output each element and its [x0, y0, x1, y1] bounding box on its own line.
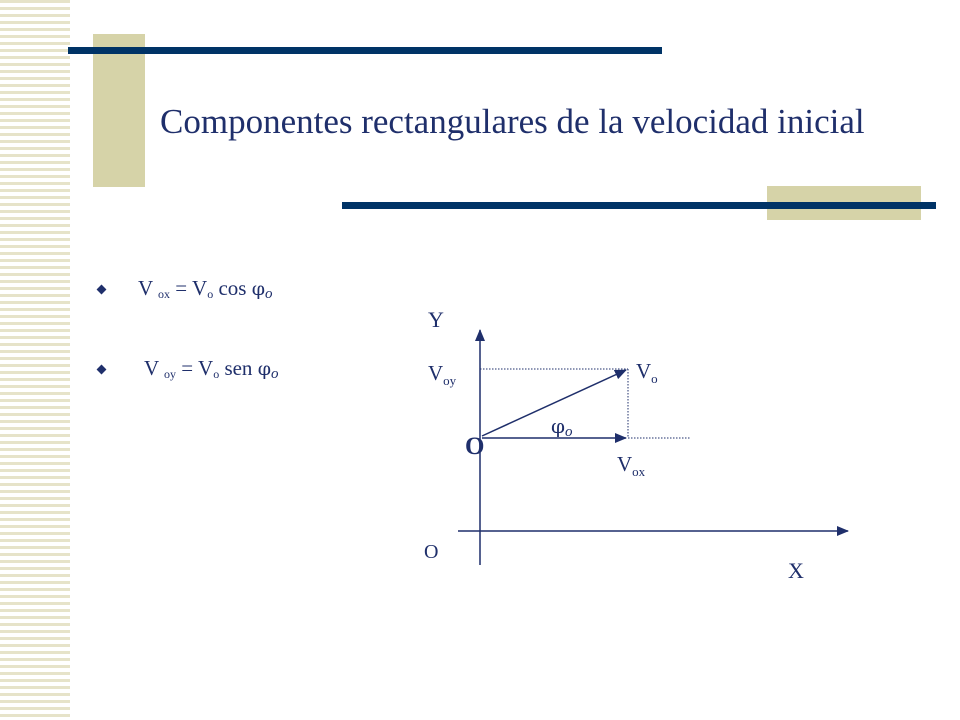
- angle-sub: o: [265, 286, 273, 302]
- lhs-sub: ox: [158, 287, 171, 301]
- equals-sign: =: [175, 276, 188, 300]
- vox-label: [617, 452, 646, 479]
- vox-label-base: V: [617, 452, 633, 476]
- angle-sub: o: [271, 366, 279, 382]
- lhs-base: V: [144, 356, 159, 380]
- voy-label-base: V: [428, 361, 444, 385]
- voy-label-sub: oy: [443, 373, 457, 388]
- vo-label: [636, 359, 658, 386]
- angle-symbol: φ: [251, 278, 265, 300]
- rhs-sub: o: [207, 287, 214, 301]
- vo-label-base: V: [636, 359, 652, 383]
- point-label: O: [465, 433, 485, 460]
- rhs-base: V: [192, 276, 208, 300]
- function-name: sen: [224, 356, 253, 380]
- equals-sign: =: [181, 356, 194, 380]
- vo-label-sub: o: [651, 371, 658, 386]
- angle-symbol: φ: [551, 414, 566, 438]
- vox-label-sub: ox: [632, 464, 646, 479]
- voy-label: [428, 361, 457, 388]
- origin-label: O: [424, 541, 439, 563]
- function-name: cos: [218, 276, 247, 300]
- slide-title: Componentes rectangulares de la velocidad inicial: [160, 102, 865, 141]
- angle-label: [551, 414, 573, 440]
- rhs-base: V: [198, 356, 214, 380]
- lhs-base: V: [138, 276, 153, 300]
- y-axis-label: Y: [428, 307, 444, 332]
- lhs-sub: oy: [164, 367, 177, 381]
- rhs-sub: o: [213, 367, 220, 381]
- angle-symbol: φ: [257, 358, 271, 380]
- x-axis-label: X: [788, 558, 804, 583]
- angle-sub: o: [565, 424, 573, 440]
